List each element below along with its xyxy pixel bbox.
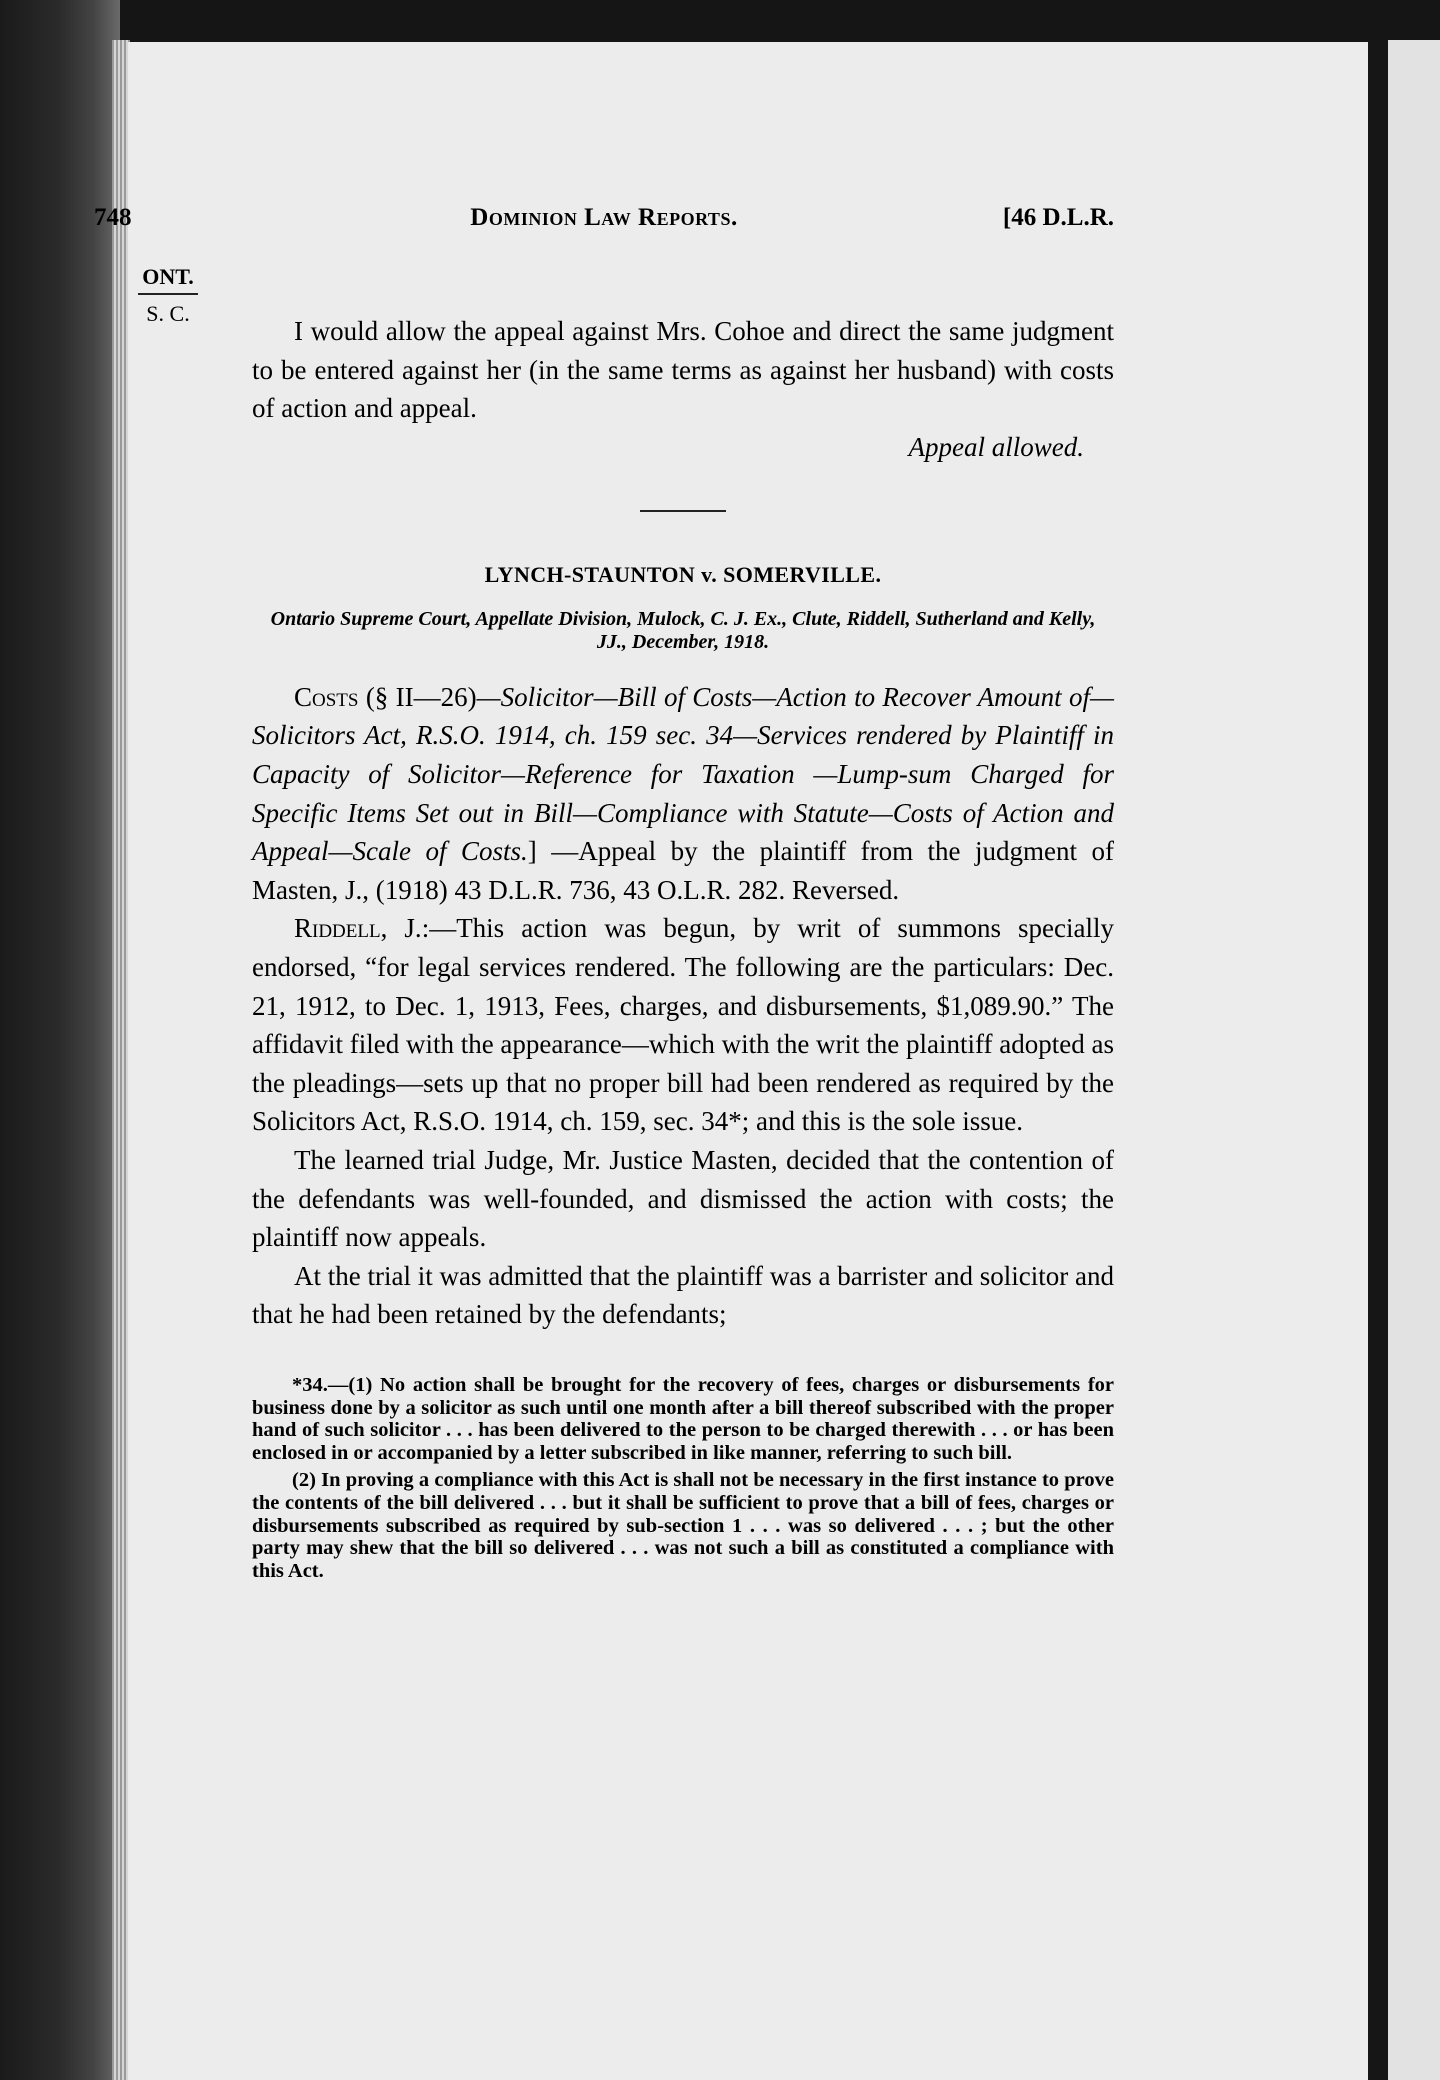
opening-paragraph: I would allow the appeal against Mrs. Cohoe and direct the same judgment to be entered against her (in the same terms as against her husband) with costs of action and appeal.	[252, 316, 1114, 424]
headnote-label: Costs	[294, 681, 359, 712]
section-divider	[640, 510, 726, 512]
judgment-paragraph: At the trial it was admitted that the plaintiff was a barrister and solicitor and that he had been retained by the defendants;	[252, 1260, 1114, 1330]
scan-top-edge	[0, 0, 1440, 46]
gutter	[1368, 40, 1388, 2080]
page-number: 748	[94, 204, 132, 231]
page-body	[252, 312, 1114, 1587]
court-label: S. C.	[146, 301, 190, 326]
case-title: LYNCH-STAUNTON v. SOMERVILLE.	[484, 561, 882, 587]
province-label: ONT.	[138, 264, 198, 295]
volume-citation: [46 D.L.R.	[1002, 204, 1114, 231]
headnote-tail: ] —Appeal by the plaintiff from the judgment of Masten, J., (1918) 43 D.L.R. 736, 43 O.L.R. 282. Reversed.	[252, 836, 1114, 905]
footnotes	[252, 1374, 1114, 1583]
headnote	[252, 678, 1114, 910]
headnote-section: (§ II—26)	[365, 681, 477, 712]
margin-note	[138, 264, 198, 327]
headnote-subject: —Solicitor—Bill of Costs—Action to Recover Amount of—Solicitors Act, R.S.O. 1914, ch. 159 sec. 34—Services rendered by Plaintiff in Capacity of Solicitor—Reference for Taxation —Lump-sum Charged for Specific Items Set out in Bill—Compliance with Statute—Costs of Action and Appeal—Scale of Costs.	[252, 681, 1115, 867]
judgment-text: :—This action was begun, by writ of summons specially endorsed, “for legal services rendered. The following are the particulars: Dec. 21, 1912, to Dec. 1, 1913, Fees, charges, and disbursements, $1,089.90.” The affidavit filed with the appearance—which with the writ the plaintiff adopted as the pleadings—sets up that no proper bill had been rendered as required by the Solicitors Act, R.S.O. 1914, ch. 159, sec. 34*; and this is the sole issue.	[252, 913, 1114, 1137]
court-line: Ontario Supreme Court, Appellate Division, Mulock, C. J. Ex., Clute, Riddell, Sutherland and Kelly, JJ., December, 1918.	[270, 607, 1096, 653]
running-title: Dominion Law Reports.	[470, 204, 738, 231]
judge-name: Riddell, J.	[294, 913, 422, 944]
page-header	[94, 204, 1114, 244]
book-spine	[0, 0, 120, 2080]
judgment-paragraph	[252, 909, 1114, 1141]
footnote: (2) In proving a compliance with this Act is shall not be necessary in the first instance to prove the contents of the bill delivered . . . but it shall be sufficient to prove that a bill of fees, charges or disbursements subscribed as required by sub-section 1 . . . was so delivered . . . ; but the other party may shew that the bill so delivered . . . was not such a bill as constituted a compliance with this Act.	[252, 1469, 1114, 1583]
disposition: Appeal allowed.	[908, 431, 1084, 462]
judgment-paragraph: The learned trial Judge, Mr. Justice Masten, decided that the contention of the defendants was well-founded, and dismissed the action with costs; the plaintiff now appeals.	[252, 1144, 1114, 1253]
footnote: *34.—(1) No action shall be brought for the recovery of fees, charges or disbursements for business done by a solicitor as such until one month after a bill thereof subscribed with the proper hand of such solicitor . . . has been delivered to the person to be charged therewith . . . or has been enclosed in or accompanied by a letter subscribed in like manner, referring to such bill.	[252, 1373, 1114, 1465]
facing-page-edge	[1388, 40, 1440, 2080]
